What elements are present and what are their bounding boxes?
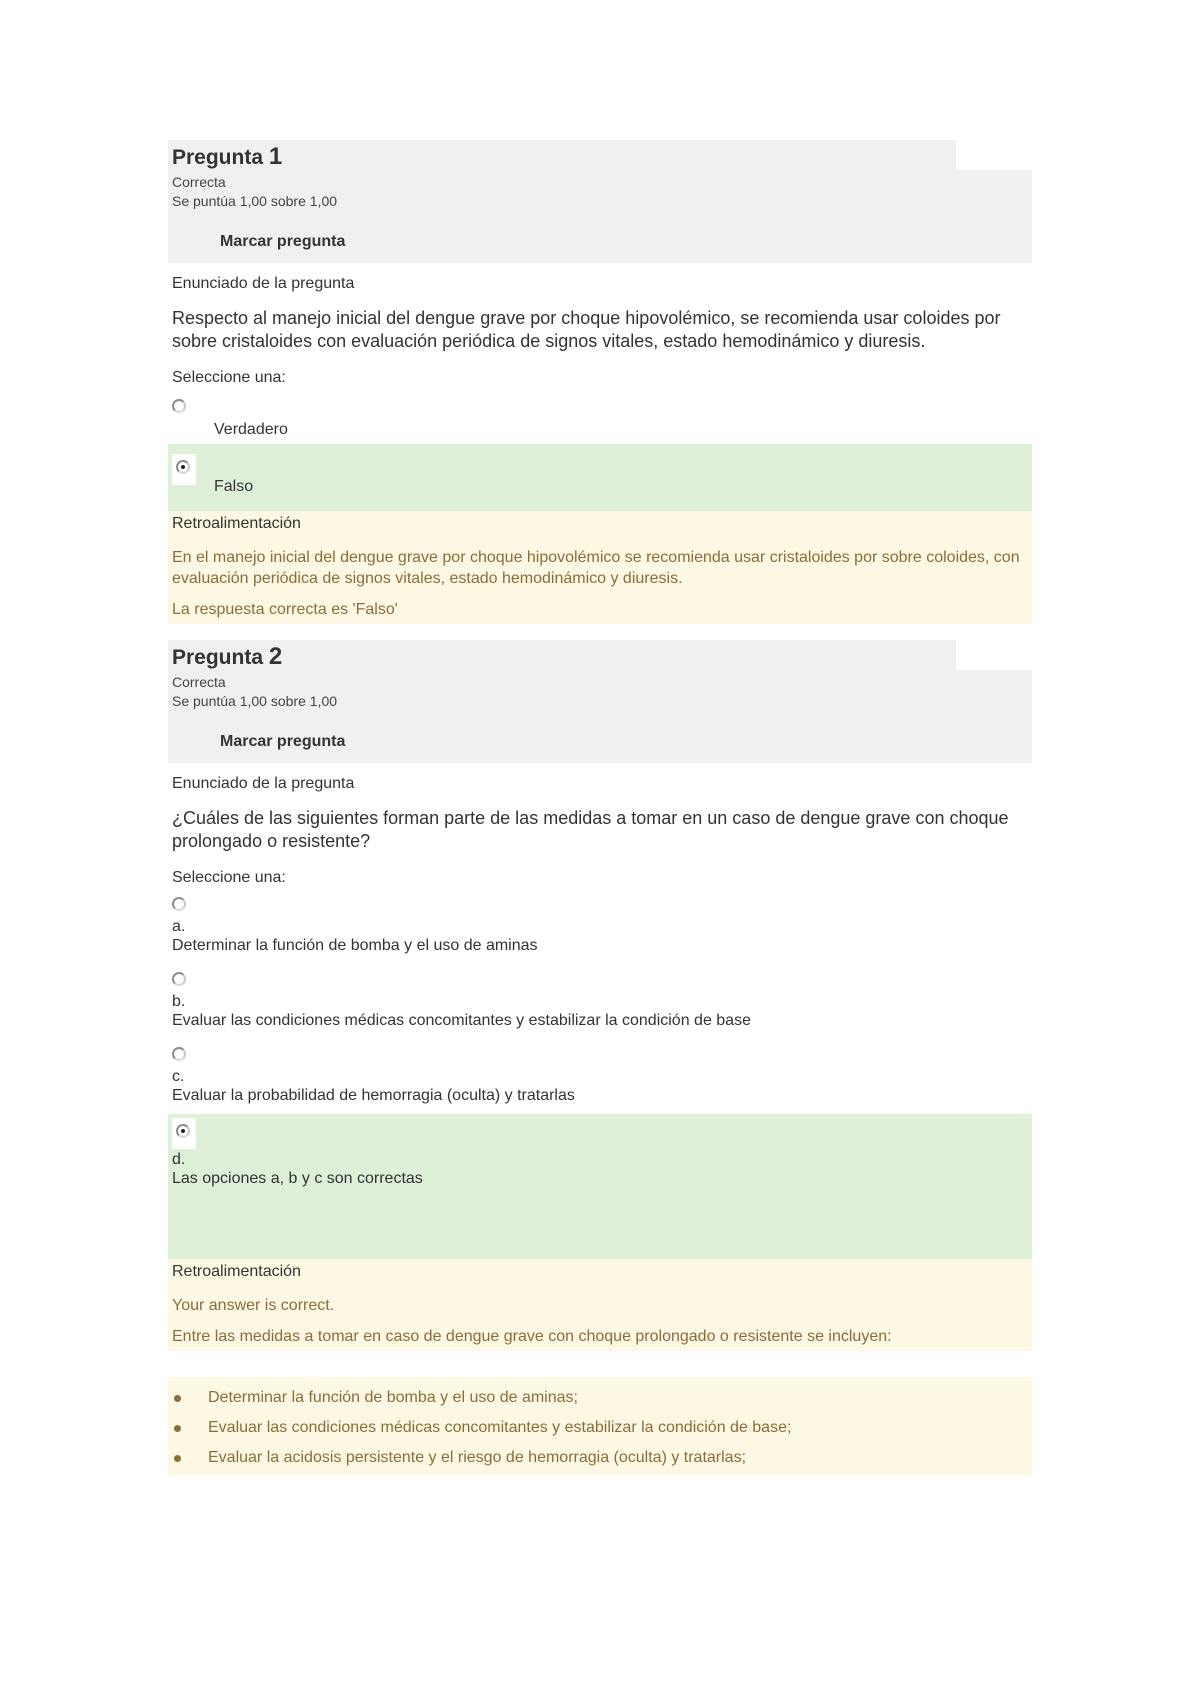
option-b[interactable] [168,964,1032,1039]
question-number-value: 1 [268,143,283,170]
option-letter: d. [172,1151,186,1168]
radio-unchecked-icon[interactable] [172,897,186,911]
question-2 [168,640,1032,1475]
feedback-box [168,1259,1032,1351]
question-grade: Se puntúa 1,00 sobre 1,00 [172,193,338,209]
radio-checked-icon[interactable] [176,1124,190,1138]
question-label: Pregunta [172,146,264,169]
list-item: Evaluar la acidosis persistente y el riesgo de hemorragia (oculta) y tratarlas; [208,1443,1028,1473]
question-number-value: 2 [268,643,283,670]
feedback-box [168,511,1032,624]
question-1 [168,140,1032,624]
feedback-list [168,1377,1032,1475]
feedback-intro: Entre las medidas a tomar en caso de dengue grave con choque prolongado o resistente se incluyen: [172,1328,892,1345]
option-a[interactable] [168,889,1032,964]
right-answer: La respuesta correcta es 'Falso' [172,601,398,618]
quiz-review-page [168,140,1032,1475]
question-text: ¿Cuáles de las siguientes forman parte de las medidas a tomar en un caso de dengue grave con choque prolongado o resistente? [172,808,1009,851]
option-c[interactable] [168,1039,1032,1114]
statement-label: Enunciado de la pregunta [172,775,355,792]
question-grade: Se puntúa 1,00 sobre 1,00 [172,693,338,709]
question-text: Respecto al manejo inicial del dengue grave por choque hipovolémico, se recomienda usar coloides por sobre cristaloides con evaluación periódica de signos vitales, estado hemodinámico y diuresis. [172,308,1001,351]
question-number [172,640,1032,673]
flag-question-link[interactable]: Marcar pregunta [220,233,346,250]
radio-unchecked-icon[interactable] [172,399,186,413]
question-number [172,140,1032,173]
option-letter: b. [172,993,186,1010]
radio-unchecked-icon[interactable] [172,1047,186,1061]
feedback-label: Retroalimentación [172,1263,301,1280]
select-one-prompt: Seleccione una: [172,369,286,386]
question-info-box [168,640,1032,763]
option-d[interactable] [168,1114,1032,1259]
option-verdadero[interactable] [168,389,1032,444]
feedback-correct: Your answer is correct. [172,1297,335,1314]
question-info-box [168,140,1032,263]
option-text: Determinar la función de bomba y el uso de aminas [172,937,538,954]
option-text: Falso [214,478,254,495]
option-text: Evaluar la probabilidad de hemorragia (oculta) y tratarlas [172,1087,575,1104]
question-label: Pregunta [172,646,264,669]
statement-label: Enunciado de la pregunta [172,275,355,292]
flag-question-link[interactable]: Marcar pregunta [220,733,346,750]
option-letter: a. [172,918,186,935]
feedback-label: Retroalimentación [172,515,301,532]
question-state: Correcta [172,174,226,190]
select-one-prompt: Seleccione una: [172,869,286,886]
radio-unchecked-icon[interactable] [172,972,186,986]
feedback-text: En el manejo inicial del dengue grave por choque hipovolémico se recomienda usar cristaloides por sobre coloides, con evaluación periódica de signos vitales, estado hemodinámico y diuresis. [172,549,1020,587]
option-falso[interactable] [168,444,1032,511]
list-item: Determinar la función de bomba y el uso de aminas; [208,1383,1028,1413]
question-state: Correcta [172,674,226,690]
option-letter: c. [172,1068,185,1085]
list-item: Evaluar las condiciones médicas concomitantes y estabilizar la condición de base; [208,1413,1028,1443]
option-text: Verdadero [214,421,288,438]
option-text: Evaluar las condiciones médicas concomitantes y estabilizar la condición de base [172,1012,751,1029]
radio-checked-icon[interactable] [176,460,190,474]
option-text: Las opciones a, b y c son correctas [172,1170,423,1187]
